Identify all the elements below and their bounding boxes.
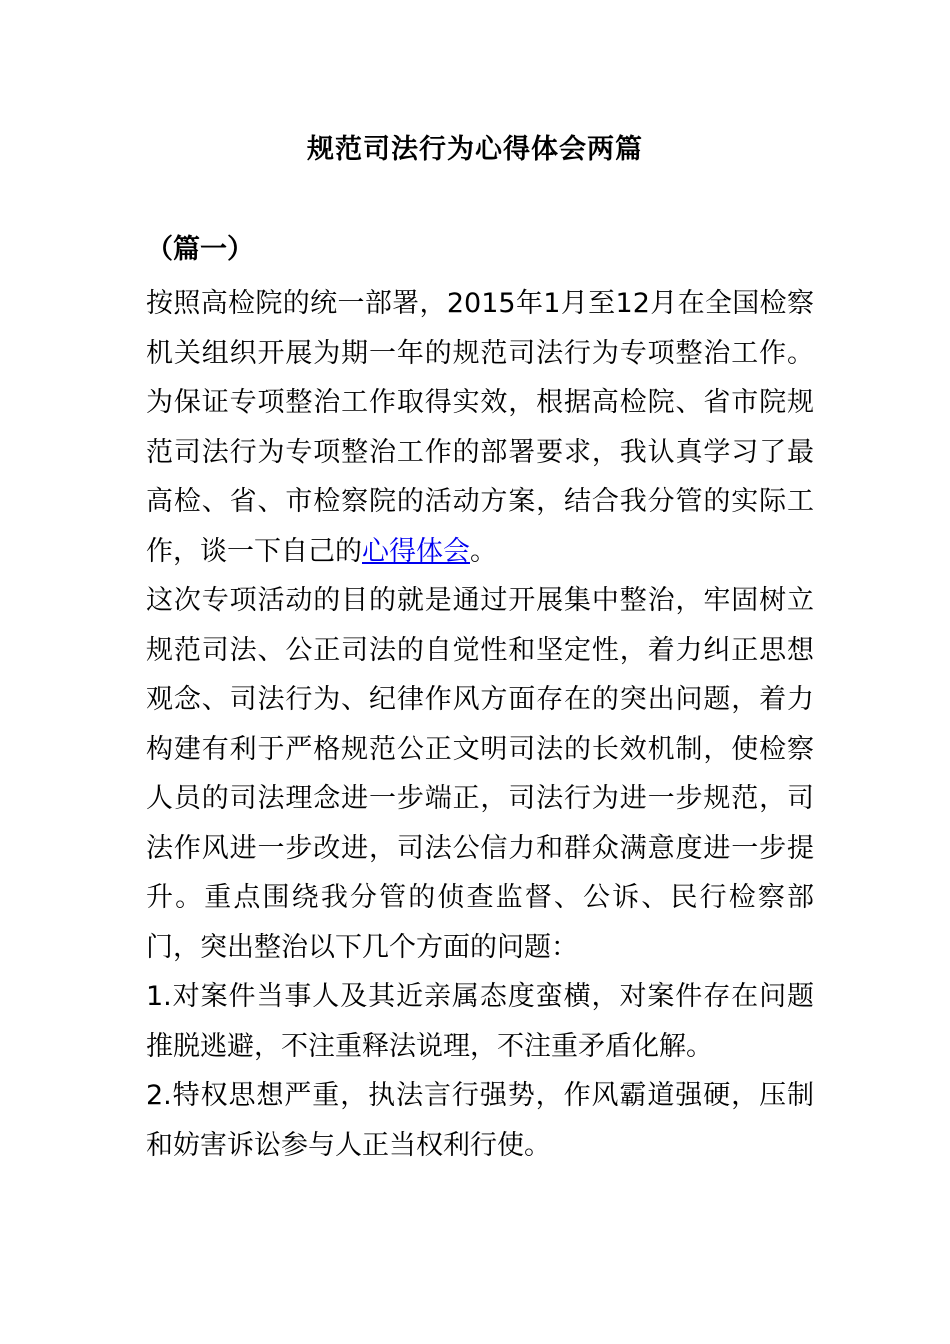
heart-experience-link[interactable]: 心得体会 bbox=[362, 535, 470, 567]
paragraph-intro-text: 按照高检院的统一部署，2015年1月至12月在全国检察机关组织开展为期一年的规范司法行为专项整治工作。为保证专项整治工作取得实效，根据高检院、省市院规范司法行为专项整治工作的部署要求，我认真学习了最高检、省、市检察院的活动方案，结合我分管的实际工作，谈一下自己的 bbox=[146, 288, 814, 567]
list-item-1: 1.对案件当事人及其近亲属态度蛮横，对案件存在问题推脱逃避，不注重释法说理，不注重矛盾化解。 bbox=[146, 981, 814, 1062]
paragraph-purpose: 这次专项活动的目的就是通过开展集中整治，牢固树立规范司法、公正司法的自觉性和坚定性，着力纠正思想观念、司法行为、纪律作风方面存在的突出问题，着力构建有利于严格规范公正文明司法的长效机制，使检察人员的司法理念进一步端正，司法行为进一步规范，司法作风进一步改进，司法公信力和群众满意度进一步提升。重点围绕我分管的侦查监督、公诉、民行检察部门，突出整治以下几个方面的问题： bbox=[146, 585, 814, 963]
list-item-2: 2.特权思想严重，执法言行强势，作风霸道强硬，压制和妨害诉讼参与人正当权利行使。 bbox=[146, 1080, 814, 1161]
paragraph-intro bbox=[146, 279, 814, 576]
document-title: 规范司法行为心得体会两篇 bbox=[307, 134, 643, 165]
document-body bbox=[146, 279, 814, 1170]
section-heading: （篇一） bbox=[146, 234, 254, 265]
paragraph-intro-end: 。 bbox=[470, 535, 497, 567]
